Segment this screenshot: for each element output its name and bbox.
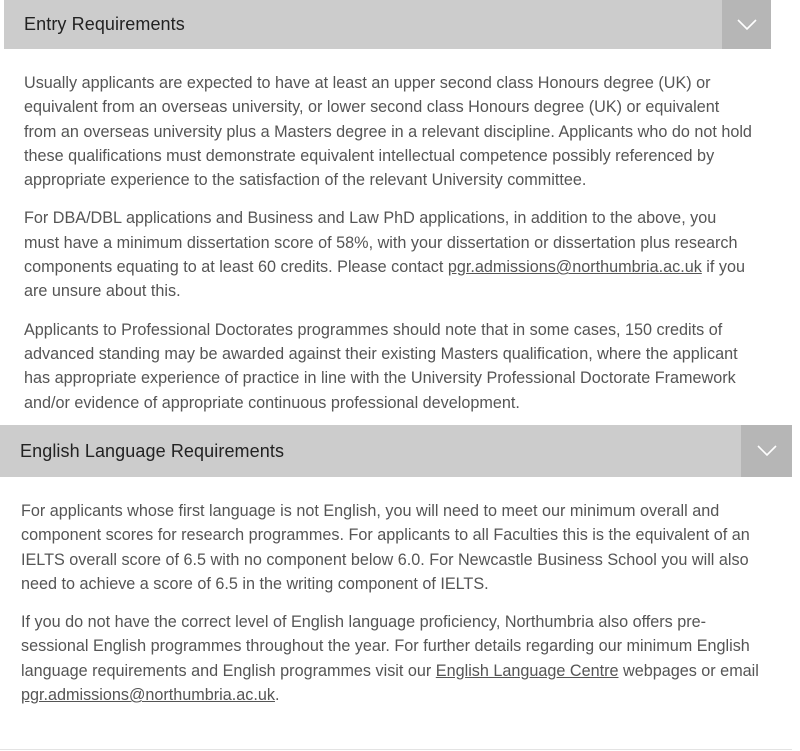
- pgr-admissions-email-link[interactable]: pgr.admissions@northumbria.ac.uk: [447, 258, 702, 277]
- section-divider: [0, 749, 792, 750]
- english-paragraph-2-text: If you do not have the correct level of English language proficiency, Northumbria also offers pre-sessional English programmes throughout the year. For further details regarding our minimum English language requirements and English programmes visit our: [21, 613, 750, 680]
- english-language-requirements-header[interactable]: [0, 425, 792, 477]
- chevron-down-icon: [737, 19, 757, 31]
- chevron-down-icon: [757, 445, 777, 457]
- pgr-admissions-email-link[interactable]: pgr.admissions@northumbria.ac.uk: [21, 686, 275, 705]
- english-language-requirements-content: [21, 499, 773, 721]
- entry-requirements-toggle[interactable]: [722, 0, 771, 49]
- entry-paragraph-3: Applicants to Professional Doctorates programmes should note that in some cases, 150 credits of advanced standing may be awarded against their existing Masters qualification, where the applicant has appropriate experience of practice in line with the University Professional Doctorate Framework and/or evidence of appropriate continuous professional development.: [24, 320, 738, 412]
- entry-requirements-title: Entry Requirements: [24, 14, 185, 34]
- english-paragraph-2-middle: webpages or email: [618, 661, 759, 680]
- entry-paragraph-2: [24, 206, 754, 303]
- english-paragraph-2-end: .: [274, 686, 280, 705]
- english-paragraph-1: For applicants whose first language is not English, you will need to meet our minimum overall and component scores for research programmes. For applicants to all Faculties this is the equivalent of an IELTS overall score of 6.5 with no component below 6.0. For Newcastle Business School you will also need to achieve a score of 6.5 in the writing component of IELTS.: [21, 502, 750, 593]
- entry-paragraph-1: Usually applicants are expected to have at least an upper second class Honours degree (UK) or equivalent from an overseas university, or lower second class Honours degree (UK) or equivalent from an overseas university plus a Masters degree in a relevant discipline. Applicants who do not hold these qualifications must demonstrate equivalent intellectual competence possibly referenced by appropriate experience to the satisfaction of the relevant University committee.: [24, 74, 752, 190]
- entry-requirements-header[interactable]: [4, 0, 771, 49]
- entry-paragraph-2-text: For DBA/DBL applications and Business and Law PhD applications, in addition to the above, you must have a minimum dissertation score of 58%, with your dissertation or dissertation plus research components equating to at least 60 credits. Please contact: [24, 209, 738, 277]
- english-paragraph-2: [21, 610, 773, 707]
- english-language-requirements-title: English Language Requirements: [20, 440, 285, 461]
- entry-requirements-content: [24, 71, 754, 429]
- english-language-requirements-toggle[interactable]: [741, 425, 792, 477]
- english-language-centre-link[interactable]: English Language Centre: [435, 661, 619, 680]
- entry-paragraph-2-end: if you are unsure about this.: [24, 258, 746, 301]
